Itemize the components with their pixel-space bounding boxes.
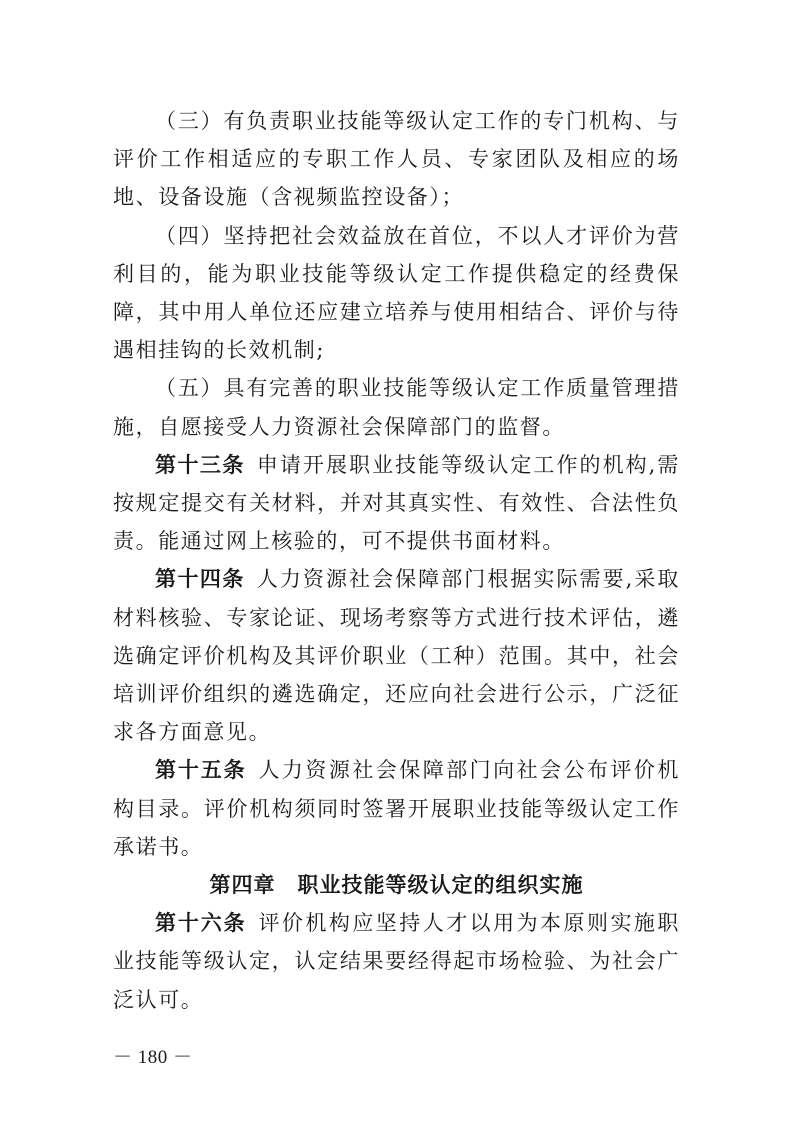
page-number: － 180 － <box>113 1047 193 1068</box>
chapter-heading: 第四章 职业技能等级认定的组织实施 <box>209 873 584 898</box>
paragraph-item-5 <box>113 369 680 445</box>
article-title: 第十五条 <box>155 758 247 783</box>
paragraph-text: （四）坚持把社会效益放在首位，不以人才评价为营利目的，能为职业技能等级认定工作提供稳定的经费保障，其中用人单位还应建立培养与使用相结合、评价与待遇相挂钩的长效机制; <box>113 223 680 363</box>
article-text: 人力资源社会保障部门根据实际需要,采取材料核验、专家论证、现场考察等方式进行技术评估，遴选确定评价机构及其评价职业（工种）范围。其中，社会培训评价组织的遴选确定，还应向社会进行公示，广泛征求各方面意见。 <box>113 567 681 745</box>
paragraph-text: （三）有负责职业技能等级认定工作的专门机构、与评价工作相适应的专职工作人员、专家团队及相应的场地、设备设施（含视频监控设备）； <box>113 109 680 210</box>
article-text: 申请开展职业技能等级认定工作的机构,需按规定提交有关材料，并对其真实性、有效性、合法性负责。能通过网上核验的，可不提供书面材料。 <box>113 452 681 554</box>
article-16 <box>113 904 680 1019</box>
article-text: 评价机构应坚持人才以用为本原则实施职业技能等级认定，认定结果要经得起市场检验、为社会广泛认可。 <box>113 911 680 1012</box>
article-14 <box>113 560 680 751</box>
article-title: 第十三条 <box>155 452 245 477</box>
paragraph-item-3 <box>113 102 680 217</box>
article-title: 第十四条 <box>155 567 245 592</box>
document-body <box>113 102 680 1019</box>
paragraph-text: （五）具有完善的职业技能等级认定工作质量管理措施，自愿接受人力资源社会保障部门的监督。 <box>113 376 680 439</box>
article-13 <box>113 446 680 561</box>
paragraph-item-4 <box>113 217 680 370</box>
article-title: 第十六条 <box>155 911 247 936</box>
article-text: 人力资源社会保障部门向社会公布评价机构目录。评价机构须同时签署开展职业技能等级认定工作承诺书。 <box>113 758 680 859</box>
article-15 <box>113 751 680 866</box>
